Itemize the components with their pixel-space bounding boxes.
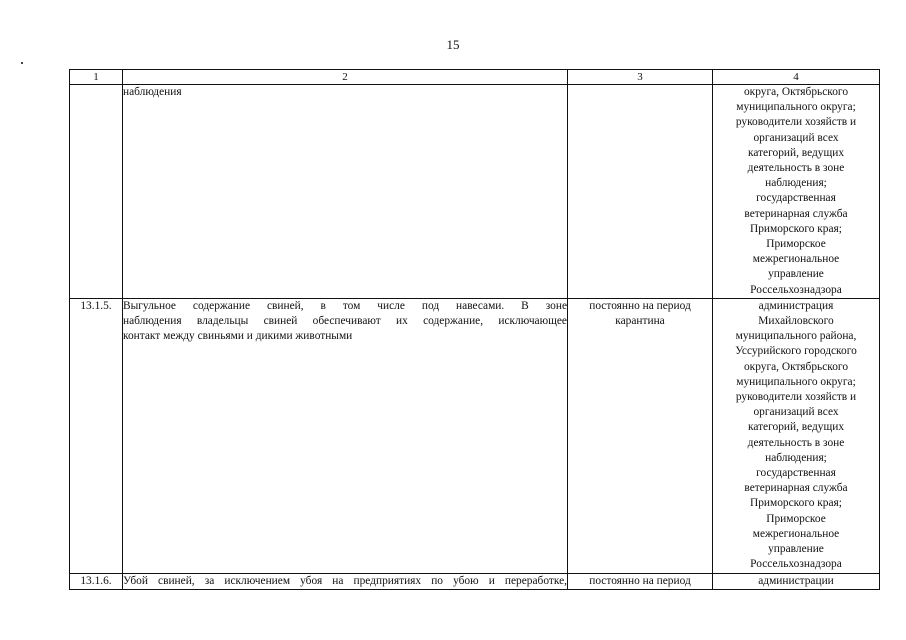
measure-text-line: наблюдения (123, 86, 182, 98)
responsible-text-line: Приморское (766, 512, 826, 525)
responsible-cell (713, 298, 880, 573)
term-text-line: постоянно на период (589, 299, 691, 312)
measure-text-line: Убой свиней, за исключением убоя на предприятиях по убою и переработке, (123, 574, 567, 587)
responsible-text-line: Приморское (766, 238, 826, 251)
responsible-text-line: Россельхознадзора (750, 558, 842, 571)
responsible-text-line: муниципального округа; (736, 101, 856, 114)
responsible-text-line: наблюдения; (765, 177, 827, 190)
responsible-text-line: Уссурийского городского (735, 345, 857, 358)
responsible-text-line: государственная (756, 192, 836, 205)
table-row (70, 85, 880, 299)
responsible-text-line: деятельность в зоне (747, 436, 845, 449)
row-number-cell: 13.1.5. (70, 298, 123, 573)
responsible-text-line: Россельхознадзора (750, 283, 842, 296)
header-col-2: 2 (123, 70, 568, 85)
header-col-3: 3 (568, 70, 713, 85)
responsible-text-line: руководители хозяйств и (735, 391, 857, 404)
responsible-text-line: администрации (758, 574, 834, 587)
responsible-cell (713, 573, 880, 589)
table-row (70, 573, 880, 589)
term-cell (568, 573, 713, 589)
term-text-line: карантина (615, 315, 665, 328)
measure-cell (123, 85, 568, 299)
responsible-cell (713, 85, 880, 299)
responsible-text-line: категорий, ведущих (747, 146, 845, 159)
table-row (70, 298, 880, 573)
responsible-text-line: межрегиональное (752, 253, 840, 266)
responsible-text-line: Приморского края; (750, 222, 842, 235)
responsible-text-line: категорий, ведущих (747, 421, 845, 434)
page-number: 15 (446, 37, 460, 52)
responsible-text-line: организаций всех (753, 406, 839, 419)
measure-cell (123, 573, 568, 589)
responsible-text-line: управление (768, 543, 824, 556)
responsible-text-line: муниципального района, (735, 330, 857, 343)
row-number-cell: 13.1.6. (70, 573, 123, 589)
responsible-text-line: государственная (756, 467, 836, 480)
responsible-text-line: округа, Октябрьского (743, 86, 849, 98)
responsible-text-line: организаций всех (753, 131, 839, 144)
responsible-text-line: Приморского края; (750, 497, 842, 510)
header-col-4: 4 (713, 70, 880, 85)
measure-text-line: Выгульное содержание свиней, в том числе под навесами. В зоне (123, 299, 567, 312)
term-cell (568, 85, 713, 299)
responsible-text-line: округа, Октябрьского (743, 360, 849, 373)
responsible-text-line: ветеринарная служба (744, 482, 848, 495)
measures-table (69, 69, 880, 590)
responsible-text-line: деятельность в зоне (747, 162, 845, 175)
term-cell (568, 298, 713, 573)
measure-text-line: контакт между свиньями и дикими животными (123, 330, 353, 343)
header-col-1: 1 (70, 70, 123, 85)
responsible-text-line: Михайловского (758, 315, 834, 328)
responsible-text-line: муниципального округа; (736, 375, 856, 388)
responsible-text-line: администрация (758, 299, 834, 312)
measure-cell (123, 298, 568, 573)
measure-text-line: наблюдения владельцы свиней обеспечивают их содержание, исключающее (123, 315, 567, 328)
row-number-cell (70, 85, 123, 299)
responsible-text-line: межрегиональное (752, 527, 840, 540)
responsible-text-line: наблюдения; (765, 451, 827, 464)
responsible-text-line: управление (768, 268, 824, 281)
table-header-row (70, 70, 880, 85)
responsible-text-line: ветеринарная служба (744, 207, 848, 220)
responsible-text-line: руководители хозяйств и (735, 116, 857, 129)
term-text-line: постоянно на период (589, 574, 691, 587)
scan-speck (21, 62, 23, 64)
